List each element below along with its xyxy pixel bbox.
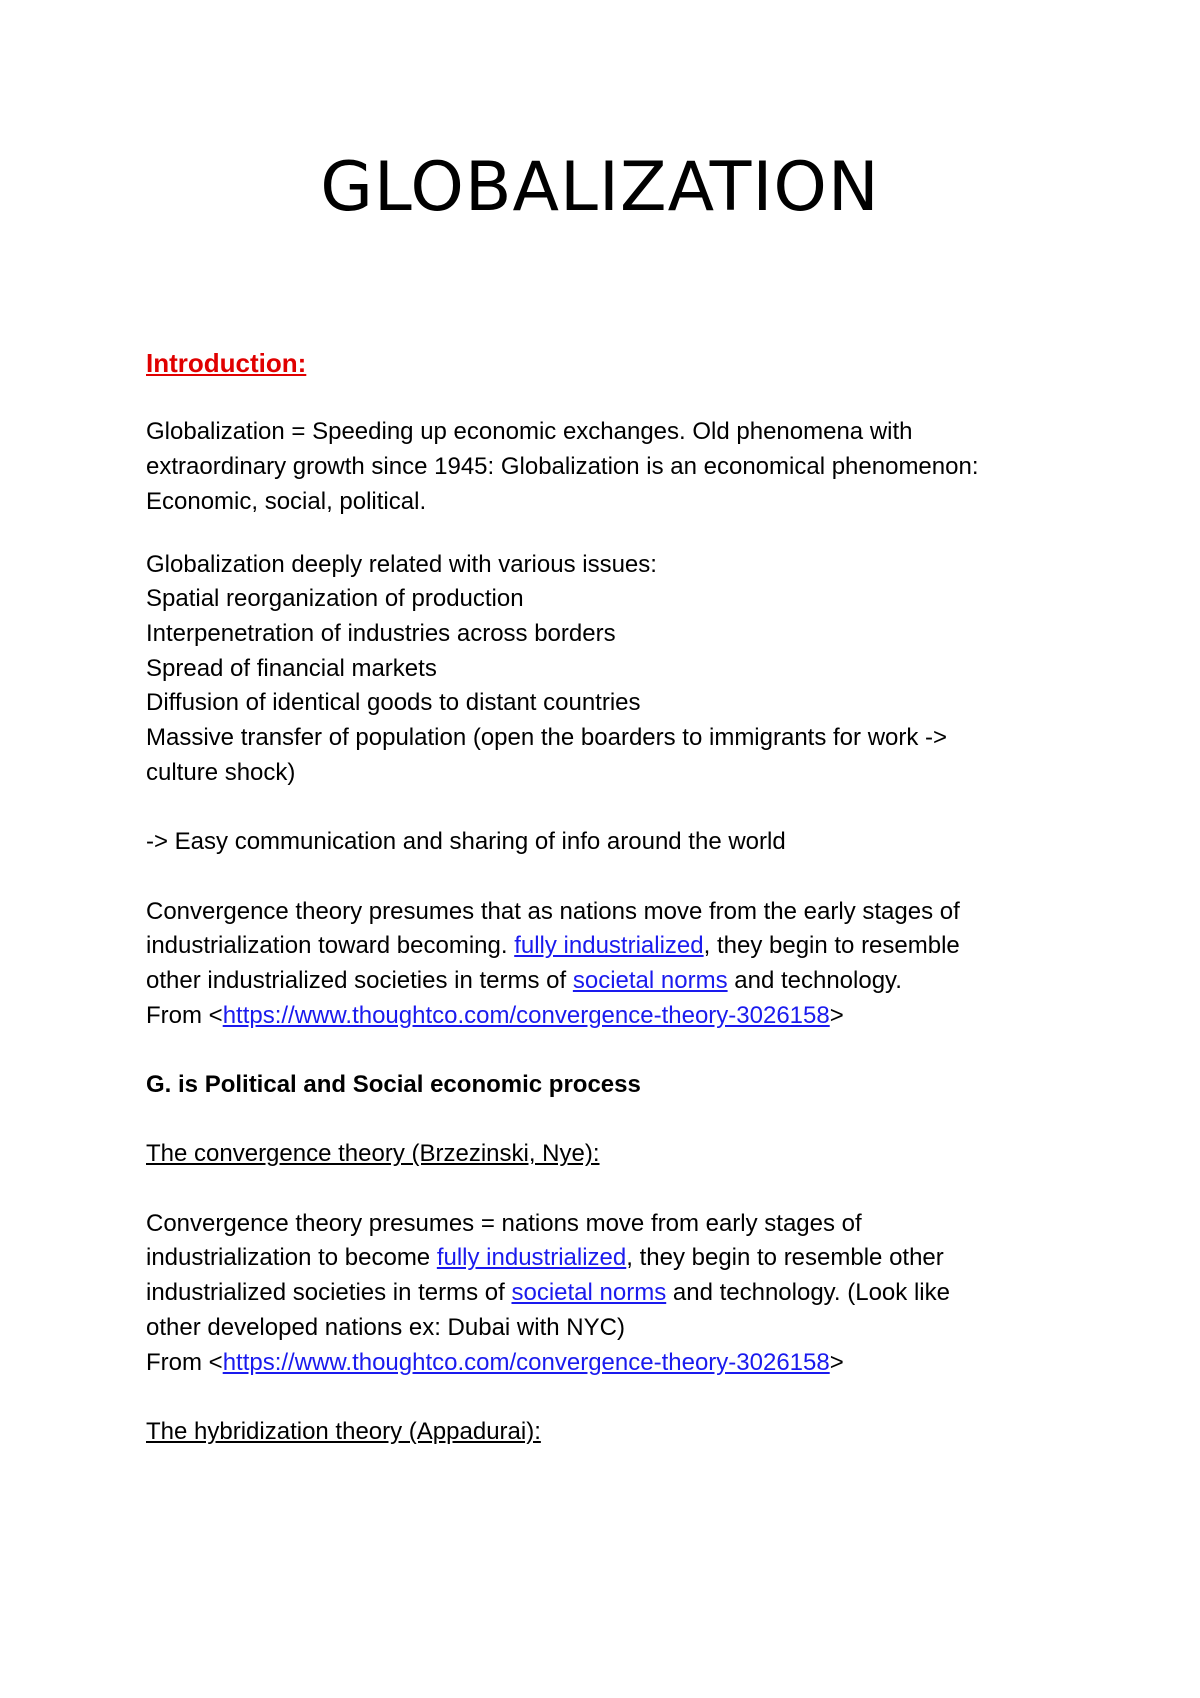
issue-item: Massive transfer of population (open the boarders to immigrants for work -> xyxy=(146,724,948,752)
text-run: From < xyxy=(146,1001,223,1029)
text-run: > xyxy=(829,1001,844,1029)
text-run: , they begin to resemble other xyxy=(626,1244,944,1272)
intro-line: extraordinary growth since 1945: Globalization is an economical phenomenon: xyxy=(146,453,979,481)
spacer xyxy=(146,1103,1086,1138)
source-url-link[interactable]: https://www.thoughtco.com/convergence-theory-3026158 xyxy=(222,1348,830,1376)
spacer xyxy=(146,1172,1086,1207)
convergence-paragraph-line xyxy=(146,929,1086,964)
issues-lead: Globalization deeply related with various issues: xyxy=(146,550,657,578)
intro-line: Economic, social, political. xyxy=(146,487,427,515)
issue-item: culture shock) xyxy=(146,758,296,786)
source-line xyxy=(146,1346,1086,1381)
convergence-paragraph-line xyxy=(146,1276,1086,1311)
societal-norms-link[interactable]: societal norms xyxy=(572,966,728,994)
spacer xyxy=(146,381,1086,416)
issue-item: Spatial reorganization of production xyxy=(146,585,524,613)
spacer xyxy=(146,860,1086,895)
issue-item: Interpenetration of industries across borders xyxy=(146,619,616,647)
source-url-link[interactable]: https://www.thoughtco.com/convergence-theory-3026158 xyxy=(222,1001,830,1029)
convergence-paragraph-line xyxy=(146,964,1086,999)
societal-norms-link[interactable]: societal norms xyxy=(511,1279,667,1307)
text-run: and technology. xyxy=(727,966,902,994)
text-run: > xyxy=(829,1348,844,1376)
text-run: and technology. (Look like xyxy=(666,1279,950,1307)
convergence-paragraph-line xyxy=(146,1241,1086,1276)
spacer xyxy=(146,1033,1086,1068)
spacer xyxy=(146,790,1086,825)
convergence-paragraph-line: Convergence theory presumes that as nations move from the early stages of xyxy=(146,897,960,925)
text-run: industrialization to become xyxy=(146,1244,437,1272)
communication-note: -> Easy communication and sharing of info around the world xyxy=(146,828,786,856)
text-run: , they begin to resemble xyxy=(703,932,960,960)
text-run: other industrialized societies in terms of xyxy=(146,966,573,994)
hybridization-theory-heading: The hybridization theory (Appadurai): xyxy=(146,1417,541,1445)
text-run: From < xyxy=(146,1348,223,1376)
fully-industrialized-link[interactable]: fully industrialized xyxy=(436,1244,627,1272)
spacer xyxy=(146,520,1086,548)
text-run: industrialization toward becoming. xyxy=(146,932,515,960)
document-title: GLOBALIZATION xyxy=(320,148,880,227)
convergence-theory-heading: The convergence theory (Brzezinski, Nye): xyxy=(146,1140,600,1168)
political-heading: G. is Political and Social economic process xyxy=(146,1071,641,1098)
source-line xyxy=(146,999,1086,1034)
spacer xyxy=(146,1380,1086,1415)
fully-industrialized-link[interactable]: fully industrialized xyxy=(514,932,704,960)
issue-item: Spread of financial markets xyxy=(146,654,437,682)
convergence-paragraph-line: other developed nations ex: Dubai with NYC) xyxy=(146,1313,625,1341)
issue-item: Diffusion of identical goods to distant countries xyxy=(146,689,641,717)
intro-line: Globalization = Speeding up economic exchanges. Old phenomena with xyxy=(146,418,913,446)
document-body xyxy=(146,346,1086,1450)
text-run: industrialized societies in terms of xyxy=(146,1279,512,1307)
introduction-heading: Introduction: xyxy=(146,348,307,378)
convergence-paragraph-line: Convergence theory presumes = nations move from early stages of xyxy=(146,1209,862,1237)
